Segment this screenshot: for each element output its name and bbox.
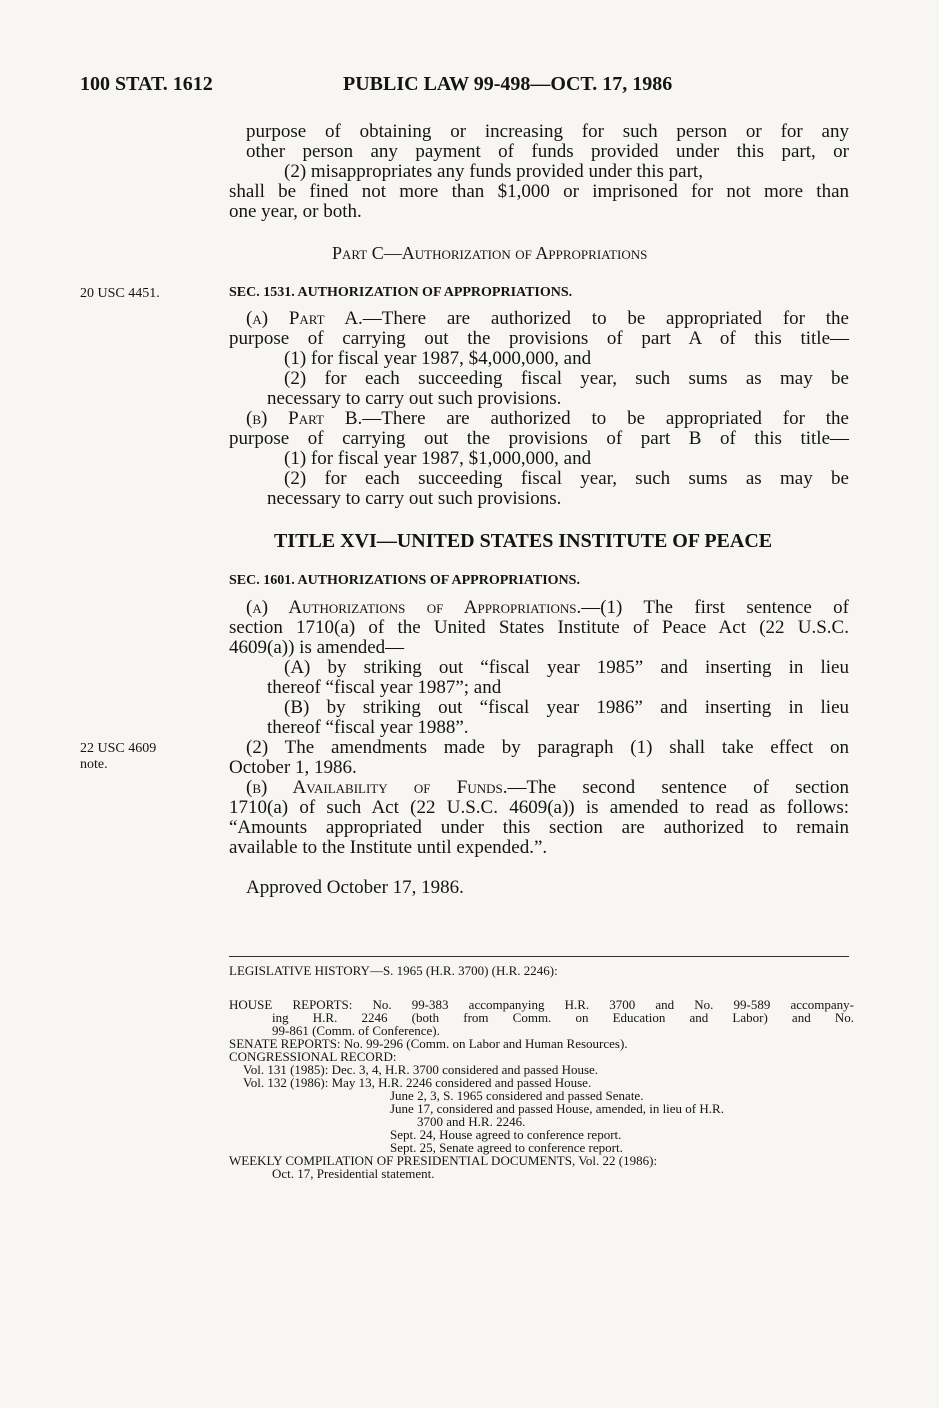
history-line: SENATE REPORTS: No. 99-296 (Comm. on Labor and Human Resources). — [229, 1036, 628, 1051]
text-line: 4609(a)) is amended— — [229, 637, 405, 658]
subsection-b — [229, 409, 849, 429]
text-line: other person any payment of funds provided under this part, or — [246, 141, 849, 162]
section-heading: SEC. 1531. AUTHORIZATION OF APPROPRIATIONS. — [229, 285, 573, 300]
history-line: June 17, considered and passed House, amended, in lieu of H.R. — [390, 1101, 724, 1116]
subsection-label: (b) Availability of Funds. — [246, 777, 508, 798]
divider-rule — [229, 956, 849, 957]
history-line: HOUSE REPORTS: No. 99-383 accompanying H.R. 3700 and No. 99-589 accompany- — [229, 997, 854, 1012]
running-head: PUBLIC LAW 99-498—OCT. 17, 1986 — [343, 73, 673, 95]
text-line: necessary to carry out such provisions. — [267, 488, 562, 509]
approval-date: Approved October 17, 1986. — [246, 877, 464, 898]
history-line: ing H.R. 2246 (both from Comm. on Education and Labor) and No. — [272, 1010, 854, 1025]
legislative-history — [229, 998, 854, 1180]
subsection-label: (b) Part B. — [246, 408, 363, 429]
text-line: (B) by striking out “fiscal year 1986” and inserting in lieu — [284, 697, 849, 718]
margin-citation: 22 USC 4609 — [80, 741, 157, 756]
sec-1531-body — [229, 309, 849, 509]
history-heading: LEGISLATIVE HISTORY—S. 1965 (H.R. 3700) (H.R. 2246): — [229, 963, 558, 978]
text-line: thereof “fiscal year 1987”; and — [267, 677, 502, 698]
text-line: (2) The amendments made by paragraph (1) shall take effect on — [246, 737, 849, 758]
text-line: (2) for each succeeding fiscal year, such sums as may be — [284, 468, 849, 489]
text-line: (1) for fiscal year 1987, $4,000,000, and — [284, 348, 592, 369]
history-line: 99-861 (Comm. of Conference). — [272, 1023, 440, 1038]
history-line: 3700 and H.R. 2246. — [417, 1114, 526, 1129]
history-line: WEEKLY COMPILATION OF PRESIDENTIAL DOCUMENTS, Vol. 22 (1986): — [229, 1153, 658, 1168]
text-fragment: —(1) The first sentence of — [581, 597, 849, 618]
text-fragment: —The second sentence of section — [507, 777, 849, 798]
text-line: one year, or both. — [229, 201, 362, 222]
title-heading: TITLE XVI—UNITED STATES INSTITUTE OF PEACE — [274, 530, 773, 552]
subsection-a — [229, 309, 849, 329]
text-line: section 1710(a) of the United States Institute of Peace Act (22 U.S.C. — [229, 617, 849, 638]
subsection-b — [229, 778, 849, 798]
history-line: CONGRESSIONAL RECORD: — [229, 1049, 397, 1064]
text-line: (1) for fiscal year 1987, $1,000,000, and — [284, 448, 592, 469]
text-fragment: —There are authorized to be appropriated for the — [362, 408, 849, 429]
text-line: shall be fined not more than $1,000 or imprisoned for not more than — [229, 181, 849, 202]
text-line: “Amounts appropriated under this section are authorized to remain — [229, 817, 849, 838]
part-heading: Part C—Authorization of Appropriations — [332, 243, 648, 263]
sec-1601-body — [229, 598, 849, 858]
continuation-block — [229, 122, 849, 222]
subsection-label: (a) Part A. — [246, 308, 363, 329]
margin-citation: 20 USC 4451. — [80, 286, 160, 301]
text-line: purpose of carrying out the provisions of part B of this title— — [229, 428, 849, 449]
text-line: purpose of obtaining or increasing for such person or for any — [246, 121, 849, 142]
section-heading: SEC. 1601. AUTHORIZATIONS OF APPROPRIATIONS. — [229, 573, 580, 588]
history-line: Sept. 24, House agreed to conference report. — [390, 1127, 622, 1142]
text-line: (2) for each succeeding fiscal year, such sums as may be — [284, 368, 849, 389]
text-line: necessary to carry out such provisions. — [267, 388, 562, 409]
history-line: Vol. 131 (1985): Dec. 3, 4, H.R. 3700 considered and passed House. — [243, 1062, 599, 1077]
subsection-label: (a) Authorizations of Appropriations. — [246, 597, 582, 618]
history-line: Vol. 132 (1986): May 13, H.R. 2246 considered and passed House. — [243, 1075, 592, 1090]
text-line: October 1, 1986. — [229, 757, 357, 778]
history-line: Sept. 25, Senate agreed to conference report. — [390, 1140, 623, 1155]
text-fragment: —There are authorized to be appropriated for the — [362, 308, 849, 329]
text-line: 1710(a) of such Act (22 U.S.C. 4609(a)) is amended to read as follows: — [229, 797, 849, 818]
page-number-header: 100 STAT. 1612 — [80, 73, 213, 95]
history-line: June 2, 3, S. 1965 considered and passed Senate. — [390, 1088, 644, 1103]
text-line: (2) misappropriates any funds provided under this part, — [284, 161, 703, 182]
text-line: thereof “fiscal year 1988”. — [267, 717, 469, 738]
text-line: available to the Institute until expended.”. — [229, 837, 548, 858]
history-line: Oct. 17, Presidential statement. — [272, 1166, 435, 1181]
subsection-a — [229, 598, 849, 618]
margin-citation: note. — [80, 757, 108, 772]
text-line: (A) by striking out “fiscal year 1985” and inserting in lieu — [284, 657, 849, 678]
legislative-history-heading — [229, 964, 854, 977]
text-line: purpose of carrying out the provisions of part A of this title— — [229, 328, 849, 349]
